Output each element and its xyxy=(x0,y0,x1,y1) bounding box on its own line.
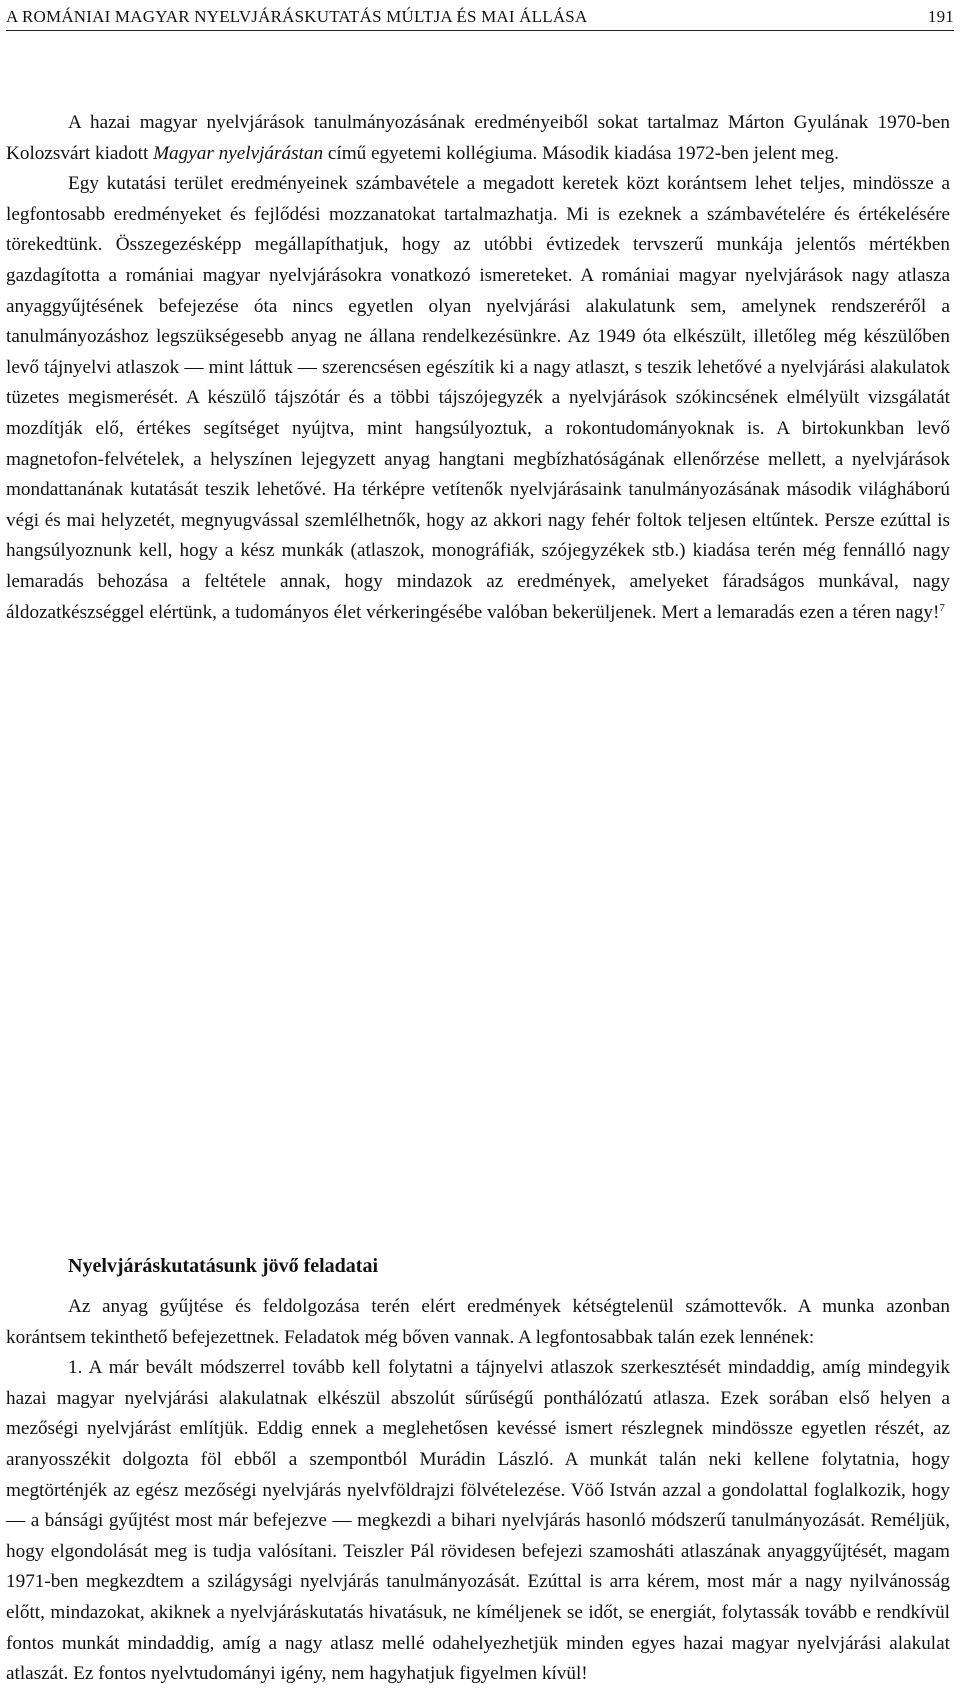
list-item: 1. A már bevált módszerrel tovább kell folytatni a tájnyelvi atlaszok szerkesztését mindaddig, amíg mindegyik hazai magyar nyelvjárási alakulatnak elkészül abszolút sűrűségű ponthálózatú atlasza. Ezek sorában első helyen a mezőségi nyelvjárást említjük. Eddig ennek a meglehetősen kevéssé ismert részlegnek mindössze egyetlen részét, az aranyosszékit dolgozta föl ebből a szempontból Murádin László. A munkát talán neki kellene folytatnia, hogy megtörténjék az egész mezőségi nyelvjárás nyelvföldrajzi fölvételezése. Vöő István azzal a gondolattal foglalkozik, hogy — a bánsági gyűjtést most már befejezve — megkezdi a bihari nyelvjárás hasonló módszerű tanulmányozását. Reméljük, hogy elgondolását meg is tudja valósítani. Teiszler Pál rövidesen befejezi szamosháti atlaszának anyaggyűjtését, magam 1971-ben megkezdtem a szilágysági nyelvjárás tanulmányozását. Ezúttal is arra kérem, most már a nagy nyilvánosság előtt, mindazokat, akiknek a nyelvjáráskutatás hivatásuk, ne kíméljenek se időt, se energiát, folytassák tovább e rendkívül fontos munkát mindaddig, amíg a nagy atlasz mellé odahelyezhetjük minden egyes hazai magyar nyelvjárási alakulat atlaszát. Ez fontos nyelvtudományi igény, nem hagyhatjuk figyelmen kívül! xyxy=(6,1357,950,1685)
footnote-ref: 7 xyxy=(939,601,945,614)
running-title: A ROMÁNIAI MAGYAR NYELVJÁRÁSKUTATÁS MÚLTJA ÉS MAI ÁLLÁSA xyxy=(6,7,588,26)
paragraph-1-tail: című egyetemi kollégiuma. Második kiadása 1972-ben jelent meg. xyxy=(323,142,839,164)
paragraph-1 xyxy=(6,108,950,169)
paragraph-3: Az anyag gyűjtése és feldolgozása terén elért eredmények kétségtelenül számottevők. A munka azonban korántsem tekinthető befejezettnek. Feladatok még bőven vannak. A legfontosabbak talán ezek lennének: xyxy=(6,1296,950,1348)
paragraph-2 xyxy=(6,169,950,628)
page-number: 191 xyxy=(927,7,954,26)
section-body-1 xyxy=(6,108,950,628)
section-heading: Nyelvjáráskutatásunk jövő feladatai xyxy=(68,1255,379,1277)
section-body-2 xyxy=(6,1292,950,1690)
book-title: Magyar nyelvjárástan xyxy=(153,142,324,164)
header-rule xyxy=(6,30,954,31)
paragraph-1-text: A hazai magyar nyelvjárások tanulmányozásának eredményeiből sokat tartalmaz Márton Gyulának 1970-ben Kolozsvárt kiadott xyxy=(6,112,950,164)
paragraph-2-text: Egy kutatási terület eredményeinek számbavétele a megadott keretek közt korántsem lehet teljes, mindössze a legfontosabb eredményeket és fejlődési mozzanatokat tartalmazhatja. Mi is ezeknek a számbavételére és értékelésére törekedtünk. Összegezésképp megállapíthatjuk, hogy az utóbbi évtizedek tervszerű munkája jelentős mértékben gazdagította a romániai magyar nyelvjárásokra vonatkozó ismereteket. A romániai magyar nyelvjárások nagy atlasza anyaggyűjtésének befejezése óta nincs egyetlen olyan nyelvjárási alakulatunk sem, amelynek rendszeréről a tanulmányozáshoz legszükségesebb anyag ne állana rendelkezésünkre. Az 1949 óta elkészült, illetőleg még készülőben levő tájnyelvi atlaszok — mint láttuk — szerencsésen egészítik ki a nagy atlaszt, s teszik lehetővé a nyelvjárási alakulatok tüzetes megismerését. A készülő tájszótár és a többi tájszójegyzék a nyelvjárások szókincsének elmélyült vizsgálatát mozdítják elő, értékes segítséget nyújtva, mint hangsúlyoztuk, a rokontudományoknak is. A birtokunkban levő magnetofon-felvételek, a helyszínen lejegyzett anyag hangtani megbízhatóságának ellenőrzése mellett, a nyelvjárások mondattanának kutatását teszik lehetővé. Ha térképre vetítenők nyelvjárásaink tanulmányozásának második világháború végi és mai helyzetét, megnyugvással szemlélhetnők, hogy az akkori nagy fehér foltok teljesen eltűntek. Persze ezúttal is hangsúlyoznunk kell, hogy a kész munkák (atlaszok, monográfiák, szójegyzékek stb.) kiadása terén még fennálló nagy lemaradás behozása a feltétele annak, hogy mindazok az eredmények, amelyeket fáradságos munkával, nagy áldozatkészséggel elértünk, a tudományos élet vérkeringésébe valóban bekerüljenek. Mert a lemaradás ezen a téren nagy! xyxy=(6,173,950,623)
running-header xyxy=(6,4,954,30)
